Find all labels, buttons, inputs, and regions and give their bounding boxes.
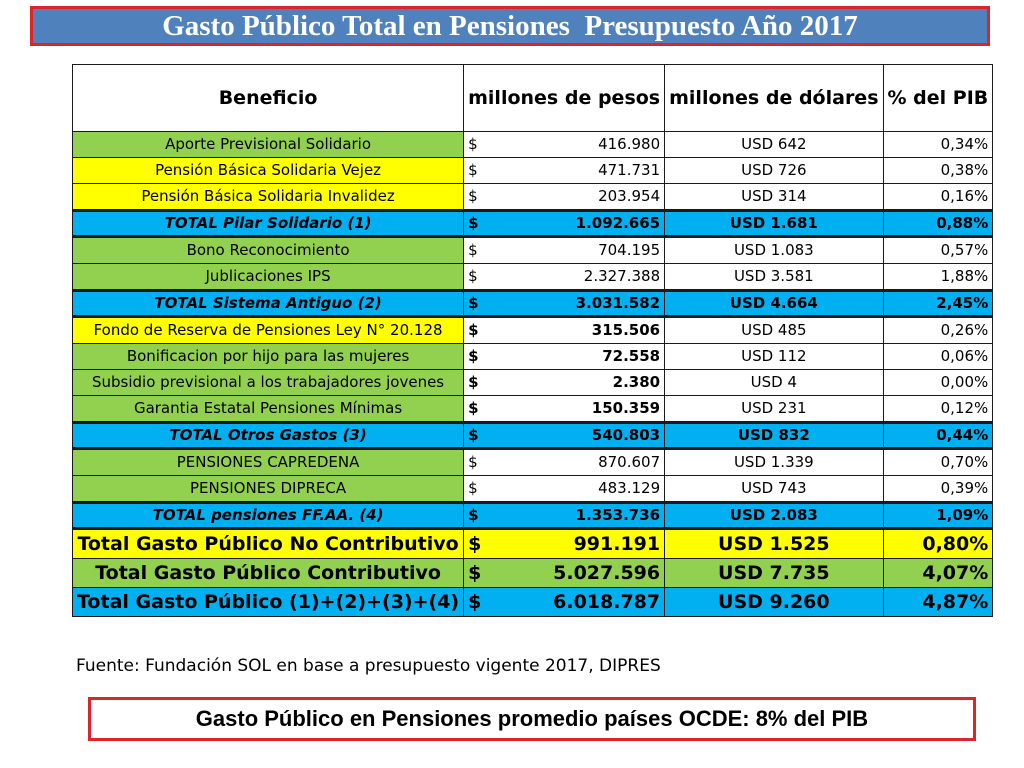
header-dolares: millones de dólares <box>665 65 883 132</box>
pesos-value: 150.359 <box>591 399 661 417</box>
row-usd: USD 1.525 <box>665 529 883 559</box>
row-label: Aporte Previsional Solidario <box>73 132 464 158</box>
row-pesos <box>464 291 665 317</box>
row-label: Pensión Básica Solidaria Invalidez <box>73 184 464 211</box>
pesos-value: 2.327.388 <box>583 267 661 285</box>
row-label: Subsidio previsional a los trabajadores jovenes <box>73 370 464 396</box>
table-row <box>73 132 993 158</box>
currency-symbol: $ <box>468 373 479 391</box>
row-usd: USD 9.260 <box>665 588 883 617</box>
row-usd: USD 1.083 <box>665 237 883 264</box>
row-pib: 0,12% <box>883 396 993 423</box>
row-label: Total Gasto Público No Contributivo <box>73 529 464 559</box>
pesos-value: 870.607 <box>598 453 661 471</box>
table-header-row <box>73 65 993 132</box>
pesos-value: 1.092.665 <box>575 214 661 232</box>
source-note: Fuente: Fundación SOL en base a presupuesto vigente 2017, DIPRES <box>76 656 661 676</box>
currency-symbol: $ <box>468 399 479 417</box>
table-row <box>73 237 993 264</box>
currency-symbol: $ <box>468 347 479 365</box>
currency-symbol: $ <box>468 294 479 312</box>
row-pesos <box>464 264 665 291</box>
table-row <box>73 264 993 291</box>
row-pib: 0,88% <box>883 211 993 237</box>
row-label: Total Gasto Público Contributivo <box>73 559 464 588</box>
currency-symbol: $ <box>468 453 478 471</box>
row-pib: 0,06% <box>883 344 993 370</box>
row-pesos <box>464 317 665 344</box>
table-row <box>73 317 993 344</box>
table-row <box>73 503 993 529</box>
row-pesos <box>464 503 665 529</box>
row-pib: 4,07% <box>883 559 993 588</box>
row-pesos <box>464 423 665 449</box>
table-row <box>73 211 993 237</box>
row-pib: 4,87% <box>883 588 993 617</box>
currency-symbol: $ <box>468 135 478 153</box>
row-pesos <box>464 449 665 476</box>
table-row <box>73 423 993 449</box>
currency-symbol: $ <box>468 267 478 285</box>
row-usd: USD 2.083 <box>665 503 883 529</box>
currency-symbol: $ <box>468 426 479 444</box>
pesos-value: 6.018.787 <box>553 590 661 613</box>
pesos-value: 203.954 <box>598 187 661 205</box>
row-pesos <box>464 370 665 396</box>
table-row <box>73 529 993 559</box>
row-label: Total Gasto Público (1)+(2)+(3)+(4) <box>73 588 464 617</box>
pesos-value: 3.031.582 <box>575 294 661 312</box>
table-row <box>73 559 993 588</box>
table-row <box>73 184 993 211</box>
table-row <box>73 449 993 476</box>
row-pesos <box>464 476 665 503</box>
table-row <box>73 344 993 370</box>
row-pib: 0,44% <box>883 423 993 449</box>
row-usd: USD 1.339 <box>665 449 883 476</box>
pesos-value: 483.129 <box>598 479 661 497</box>
row-label: PENSIONES DIPRECA <box>73 476 464 503</box>
row-label: Bono Reconocimiento <box>73 237 464 264</box>
currency-symbol: $ <box>468 321 479 339</box>
currency-symbol: $ <box>468 479 478 497</box>
row-label: TOTAL pensiones FF.AA. (4) <box>73 503 464 529</box>
pesos-value: 991.191 <box>573 532 661 555</box>
row-pib: 1,09% <box>883 503 993 529</box>
row-pesos <box>464 237 665 264</box>
row-label: Bonificacion por hijo para las mujeres <box>73 344 464 370</box>
table-row <box>73 158 993 184</box>
row-pesos <box>464 132 665 158</box>
row-usd: USD 4 <box>665 370 883 396</box>
ocde-note: Gasto Público en Pensiones promedio países OCDE: 8% del PIB <box>195 706 869 731</box>
currency-symbol: $ <box>468 532 482 555</box>
title-banner <box>30 6 990 46</box>
row-usd: USD 4.664 <box>665 291 883 317</box>
row-usd: USD 231 <box>665 396 883 423</box>
currency-symbol: $ <box>468 187 478 205</box>
row-pesos <box>464 184 665 211</box>
row-label: Jublicaciones IPS <box>73 264 464 291</box>
page-title: Gasto Público Total en Pensiones Presupuesto Año 2017 <box>162 9 858 42</box>
pesos-value: 540.803 <box>591 426 661 444</box>
currency-symbol: $ <box>468 214 479 232</box>
row-pesos <box>464 396 665 423</box>
row-usd: USD 726 <box>665 158 883 184</box>
row-label: Garantia Estatal Pensiones Mínimas <box>73 396 464 423</box>
header-pesos: millones de pesos <box>464 65 665 132</box>
row-pib: 0,38% <box>883 158 993 184</box>
pesos-value: 704.195 <box>598 241 661 259</box>
row-pib: 0,80% <box>883 529 993 559</box>
row-label: TOTAL Otros Gastos (3) <box>73 423 464 449</box>
table-row <box>73 370 993 396</box>
row-pib: 0,16% <box>883 184 993 211</box>
row-usd: USD 743 <box>665 476 883 503</box>
header-pib: % del PIB <box>883 65 993 132</box>
pesos-value: 72.558 <box>602 347 661 365</box>
row-usd: USD 642 <box>665 132 883 158</box>
pensions-table <box>72 64 993 617</box>
row-usd: USD 112 <box>665 344 883 370</box>
row-usd: USD 485 <box>665 317 883 344</box>
pesos-value: 416.980 <box>598 135 661 153</box>
row-usd: USD 7.735 <box>665 559 883 588</box>
row-pesos <box>464 559 665 588</box>
row-pesos <box>464 529 665 559</box>
pesos-value: 471.731 <box>598 161 661 179</box>
row-label: Fondo de Reserva de Pensiones Ley N° 20.128 <box>73 317 464 344</box>
pesos-value: 2.380 <box>612 373 661 391</box>
row-usd: USD 3.581 <box>665 264 883 291</box>
row-pib: 0,39% <box>883 476 993 503</box>
row-usd: USD 314 <box>665 184 883 211</box>
row-usd: USD 832 <box>665 423 883 449</box>
currency-symbol: $ <box>468 506 479 524</box>
row-pib: 2,45% <box>883 291 993 317</box>
row-pesos <box>464 344 665 370</box>
row-pesos <box>464 158 665 184</box>
ocde-banner <box>88 697 976 741</box>
table-row <box>73 476 993 503</box>
row-pesos <box>464 211 665 237</box>
row-pib: 0,70% <box>883 449 993 476</box>
header-beneficio: Beneficio <box>73 65 464 132</box>
row-label: TOTAL Pilar Solidario (1) <box>73 211 464 237</box>
table-row <box>73 588 993 617</box>
row-pib: 0,57% <box>883 237 993 264</box>
row-pib: 1,88% <box>883 264 993 291</box>
row-label: TOTAL Sistema Antiguo (2) <box>73 291 464 317</box>
row-label: PENSIONES CAPREDENA <box>73 449 464 476</box>
row-pesos <box>464 588 665 617</box>
row-pib: 0,26% <box>883 317 993 344</box>
currency-symbol: $ <box>468 561 482 584</box>
pesos-value: 5.027.596 <box>553 561 661 584</box>
row-label: Pensión Básica Solidaria Vejez <box>73 158 464 184</box>
pesos-value: 1.353.736 <box>575 506 661 524</box>
currency-symbol: $ <box>468 590 482 613</box>
table-row <box>73 396 993 423</box>
currency-symbol: $ <box>468 161 478 179</box>
row-pib: 0,00% <box>883 370 993 396</box>
pesos-value: 315.506 <box>591 321 661 339</box>
currency-symbol: $ <box>468 241 478 259</box>
row-usd: USD 1.681 <box>665 211 883 237</box>
table-row <box>73 291 993 317</box>
row-pib: 0,34% <box>883 132 993 158</box>
